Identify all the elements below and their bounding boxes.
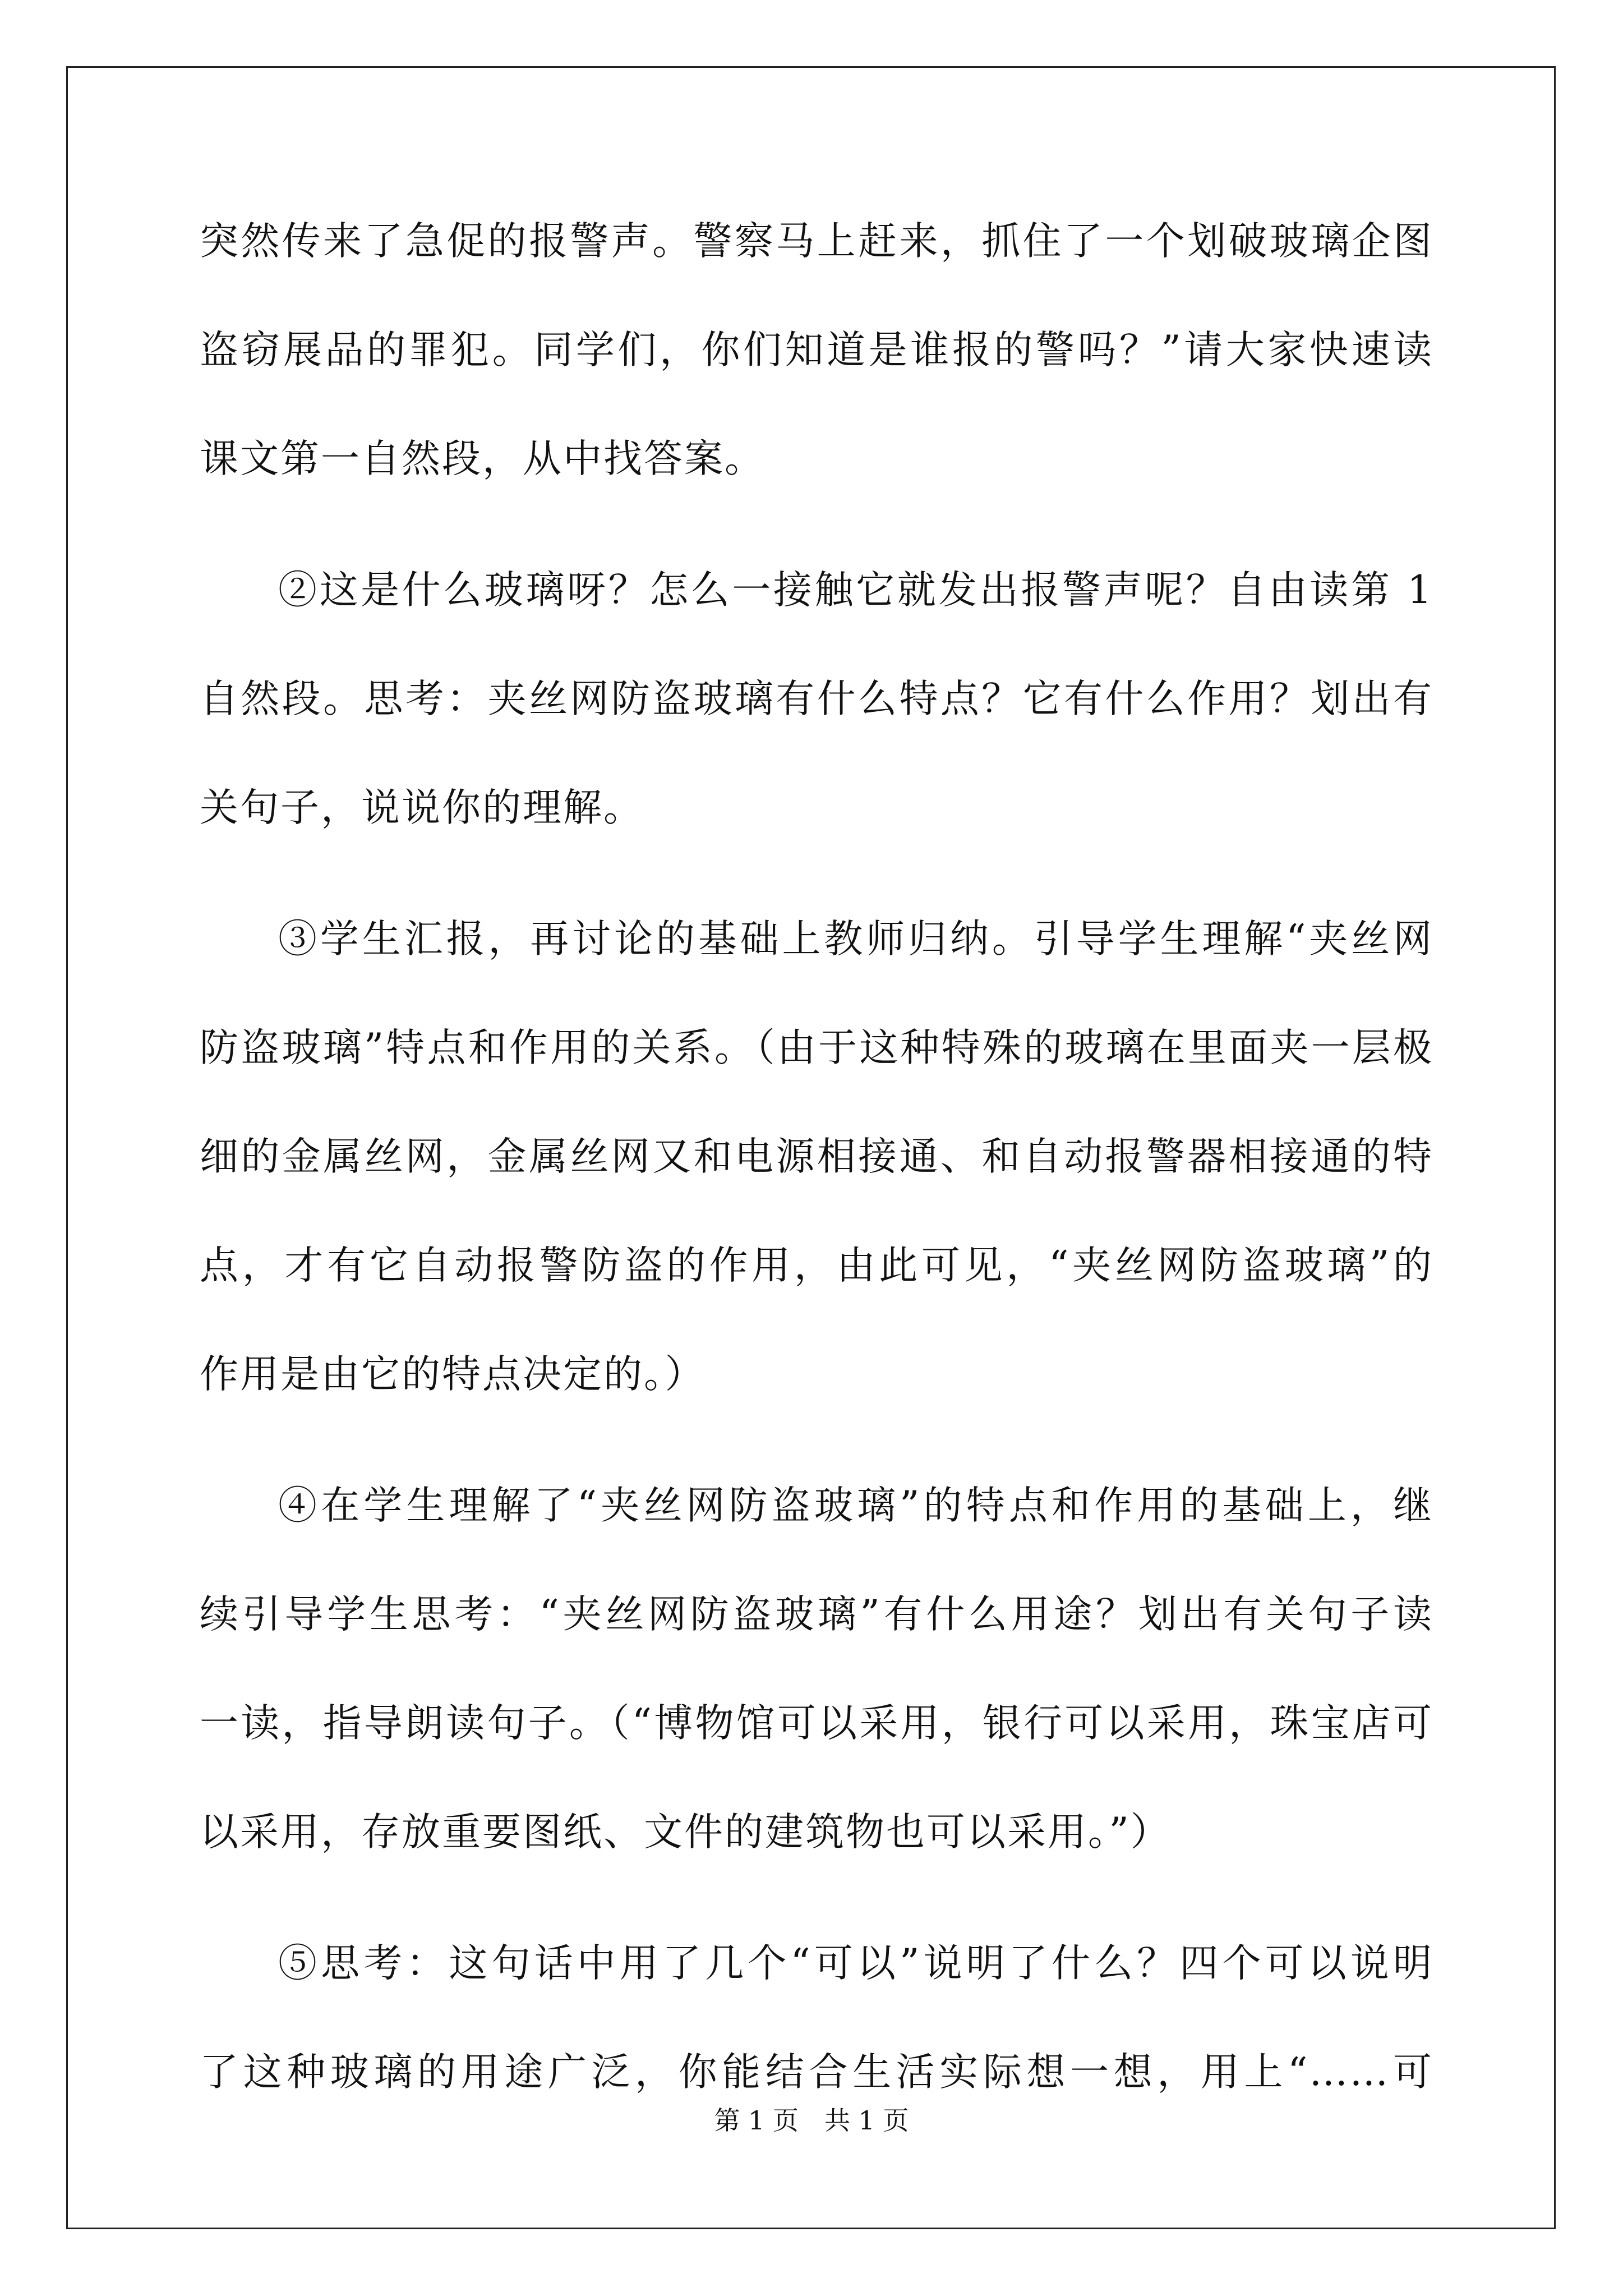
- text-line: ④在学生理解了“夹丝网防盗玻璃”的特点和作用的基础上，继: [278, 1483, 1433, 1528]
- page-footer: 第 1 页 共 1 页: [714, 2105, 909, 2136]
- text-line: 自然段。思考：夹丝网防盗玻璃有什么特点？它有什么作用？划出有: [200, 677, 1433, 721]
- text-line: 课文第一自然段，从中找答案。: [200, 436, 765, 481]
- text-line: 关句子，说说你的理解。: [200, 785, 644, 830]
- text-line: 防盗玻璃”特点和作用的关系。（由于这种特殊的玻璃在里面夹一层极: [200, 1025, 1433, 1070]
- text-line: 续引导学生思考：“夹丝网防盗玻璃”有什么用途？划出有关句子读: [200, 1592, 1433, 1637]
- text-line: 了这种玻璃的用途广泛，你能结合生活实际想一想，用上“……可: [200, 2050, 1433, 2095]
- text-line: 突然传来了急促的报警声。警察马上赶来，抓住了一个划破玻璃企图: [200, 219, 1433, 264]
- text-line: 作用是由它的特点决定的。）: [200, 1352, 706, 1397]
- text-line: ⑤思考：这句话中用了几个“可以”说明了什么？四个可以说明: [278, 1941, 1433, 1986]
- text-line: ③学生汇报，再讨论的基础上教师归纳。引导学生理解“夹丝网: [278, 917, 1433, 961]
- text-line: 一读，指导朗读句子。（“博物馆可以采用，银行可以采用，珠宝店可: [200, 1701, 1433, 1746]
- text-line: 以采用，存放重要图纸、文件的建筑物也可以采用。”）: [200, 1810, 1171, 1855]
- text-line: ②这是什么玻璃呀？怎么一接触它就发出报警声呢？自由读第 1: [278, 568, 1433, 613]
- text-line: 点，才有它自动报警防盗的作用，由此可见，“夹丝网防盗玻璃”的: [200, 1243, 1433, 1288]
- text-line: 盗窃展品的罪犯。同学们，你们知道是谁报的警吗？”请大家快速读: [200, 328, 1433, 372]
- text-line: 细的金属丝网，金属丝网又和电源相接通、和自动报警器相接通的特: [200, 1134, 1433, 1179]
